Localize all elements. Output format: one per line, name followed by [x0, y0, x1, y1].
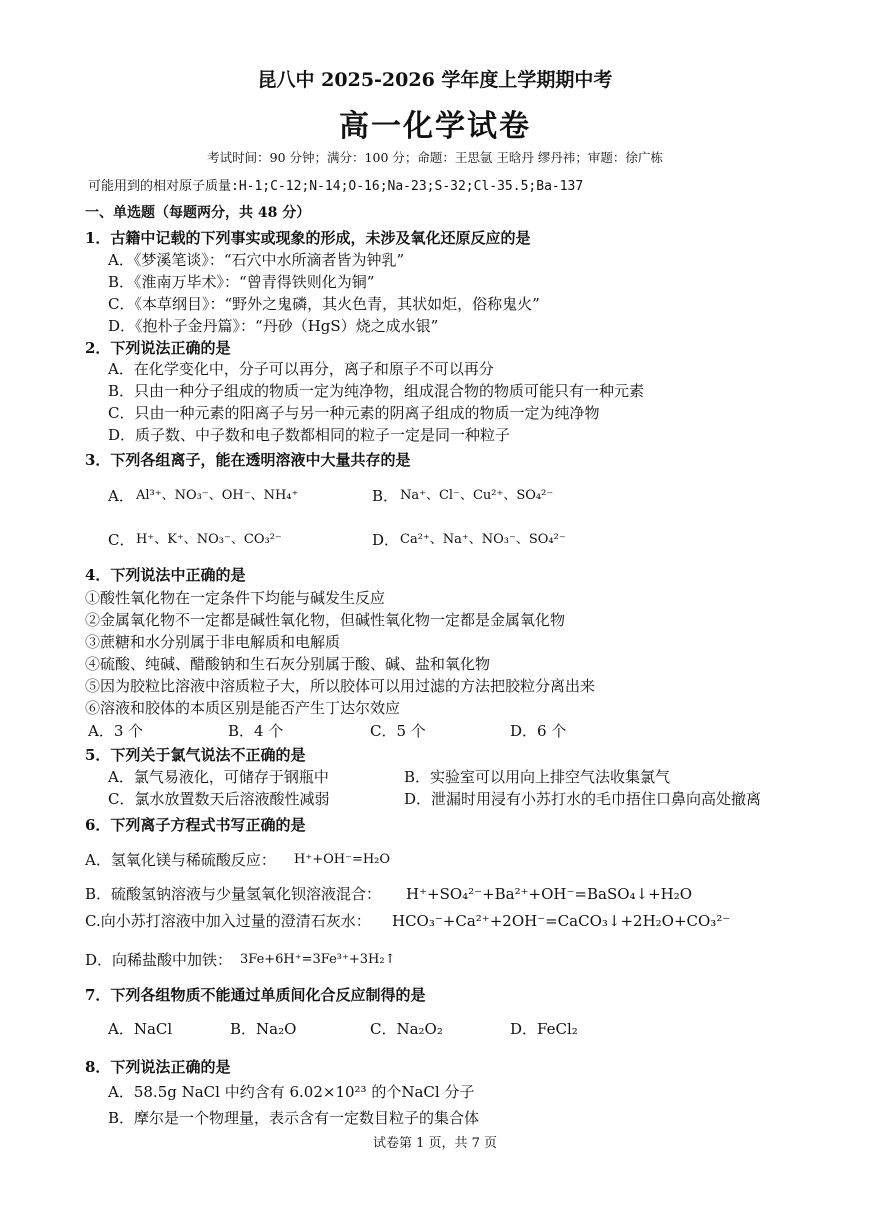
q6-option-d-equation: 3Fe+6H⁺=3Fe³⁺+3H₂↑	[240, 952, 396, 967]
q3-option-c-label: C．	[108, 531, 135, 549]
q6-option-c-equation: HCO₃⁻+Ca²⁺+2OH⁻=CaCO₃↓+2H₂O+CO₃²⁻	[392, 912, 731, 930]
page-title: 高一化学试卷	[339, 109, 531, 144]
q8-option-b: B．摩尔是一个物理量，表示含有一定数目粒子的集合体	[108, 1109, 480, 1127]
q6-option-b-equation: H⁺+SO₄²⁻+Ba²⁺+OH⁻=BaSO₄↓+H₂O	[406, 885, 693, 903]
q3-option-d-label: D．	[372, 531, 400, 549]
q6-option-a-equation: H⁺+OH⁻=H₂O	[294, 852, 391, 867]
page-footer: 试卷第 1 页，共 7 页	[372, 1136, 498, 1151]
q1-option-a: A．《梦溪笔谈》：“石穴中水所滴者皆为钟乳”	[108, 251, 405, 269]
q6-option-c-text: C.向小苏打溶液中加入过量的澄清石灰水：	[85, 912, 371, 930]
q3-option-c-ions: H⁺、K⁺、NO₃⁻、CO₃²⁻	[136, 532, 282, 547]
q6-option-b-text: B．硫酸氢钠溶液与少量氢氧化钡溶液混合：	[85, 885, 382, 903]
question-3-stem: 3．下列各组离子，能在透明溶液中大量共存的是	[85, 451, 411, 469]
q4-statement-1: ①酸性氧化物在一定条件下均能与碱发生反应	[85, 589, 386, 607]
question-5-stem: 5．下列关于氯气说法不正确的是	[85, 746, 306, 764]
question-2-stem: 2．下列说法正确的是	[85, 339, 231, 357]
q4-statement-5: ⑤因为胶粒比溶液中溶质粒子大，所以胶体可以用过滤的方法把胶粒分离出来	[85, 677, 596, 695]
question-4-stem: 4．下列说法中正确的是	[85, 566, 246, 584]
q1-option-b: B．《淮南万毕术》：“曾青得铁则化为铜”	[108, 273, 375, 291]
q1-option-c: C．《本草纲目》：“野外之鬼磷，其火色青，其状如炬，俗称鬼火”	[108, 295, 540, 313]
q3-option-b-label: B．	[372, 487, 399, 505]
q4-option-c: C．5 个	[370, 722, 426, 740]
q4-option-a: A．3 个	[88, 722, 144, 740]
q2-option-d: D．质子数、中子数和电子数都相同的粒子一定是同一种粒子	[108, 426, 511, 444]
q7-option-b: B．Na₂O	[230, 1020, 297, 1038]
q7-option-a: A．NaCl	[108, 1020, 173, 1038]
question-8-stem: 8．下列说法正确的是	[85, 1058, 231, 1076]
q5-option-b: B．实验室可以用向上排空气法收集氯气	[404, 768, 671, 786]
question-1-stem: 1．古籍中记载的下列事实或现象的形成，未涉及氧化还原反应的是	[85, 229, 531, 247]
q4-option-b: B．4 个	[228, 722, 284, 740]
atomic-masses: 可能用到的相对原子质量:H-1;C-12;N-14;O-16;Na-23;S-32;Cl-35.5;Ba-137	[88, 179, 584, 194]
q5-option-d: D．泄漏时用浸有小苏打水的毛巾捂住口鼻向高处撤离	[404, 790, 762, 808]
q7-option-d: D．FeCl₂	[510, 1020, 578, 1038]
q7-option-c: C．Na₂O₂	[370, 1020, 443, 1038]
q5-option-a: A．氯气易液化，可储存于钢瓶中	[108, 768, 329, 786]
q2-option-b: B．只由一种分子组成的物质一定为纯净物，组成混合物的物质可能只有一种元素	[108, 382, 645, 400]
q3-option-d-ions: Ca²⁺、Na⁺、NO₃⁻、SO₄²⁻	[400, 532, 566, 547]
q5-option-c: C．氯水放置数天后溶液酸性减弱	[108, 790, 330, 808]
q6-option-d-text: D．向稀盐酸中加铁：	[85, 951, 233, 969]
q2-option-a: A．在化学变化中，分子可以再分，离子和原子不可以再分	[108, 360, 494, 378]
q8-option-a: A．58.5g NaCl 中约含有 6.02×10²³ 的个NaCl 分子	[108, 1083, 475, 1101]
q4-option-d: D．6 个	[510, 722, 567, 740]
q3-option-a-label: A．	[108, 487, 134, 505]
question-7-stem: 7．下列各组物质不能通过单质间化合反应制得的是	[85, 986, 426, 1004]
q6-option-a-text: A．氢氧化镁与稀硫酸反应：	[85, 851, 276, 869]
q3-option-b-ions: Na⁺、Cl⁻、Cu²⁺、SO₄²⁻	[400, 488, 554, 503]
q1-option-d: D．《抱朴子金丹篇》：“丹砂（HgS）烧之成水银”	[108, 317, 439, 335]
exam-info: 考试时间：90 分钟；满分：100 分；命题：王思氩 王晗丹 缪丹祎；审题：徐广栋	[207, 150, 663, 165]
section-heading: 一、单选题（每题两分，共 48 分）	[85, 205, 311, 221]
school-exam-line: 昆八中 2025-2026 学年度上学期期中考	[257, 69, 613, 91]
q4-statement-2: ②金属氧化物不一定都是碱性氧化物，但碱性氧化物一定都是金属氧化物	[85, 611, 566, 629]
q4-statement-3: ③蔗糖和水分别属于非电解质和电解质	[85, 633, 341, 651]
q4-statement-6: ⑥溶液和胶体的本质区别是能否产生丁达尔效应	[85, 699, 401, 717]
question-6-stem: 6．下列离子方程式书写正确的是	[85, 816, 306, 834]
q2-option-c: C．只由一种元素的阳离子与另一种元素的阴离子组成的物质一定为纯净物	[108, 404, 600, 422]
q4-statement-4: ④硫酸、纯碱、醋酸钠和生石灰分别属于酸、碱、盐和氧化物	[85, 655, 491, 673]
q3-option-a-ions: Al³⁺、NO₃⁻、OH⁻、NH₄⁺	[136, 488, 299, 503]
